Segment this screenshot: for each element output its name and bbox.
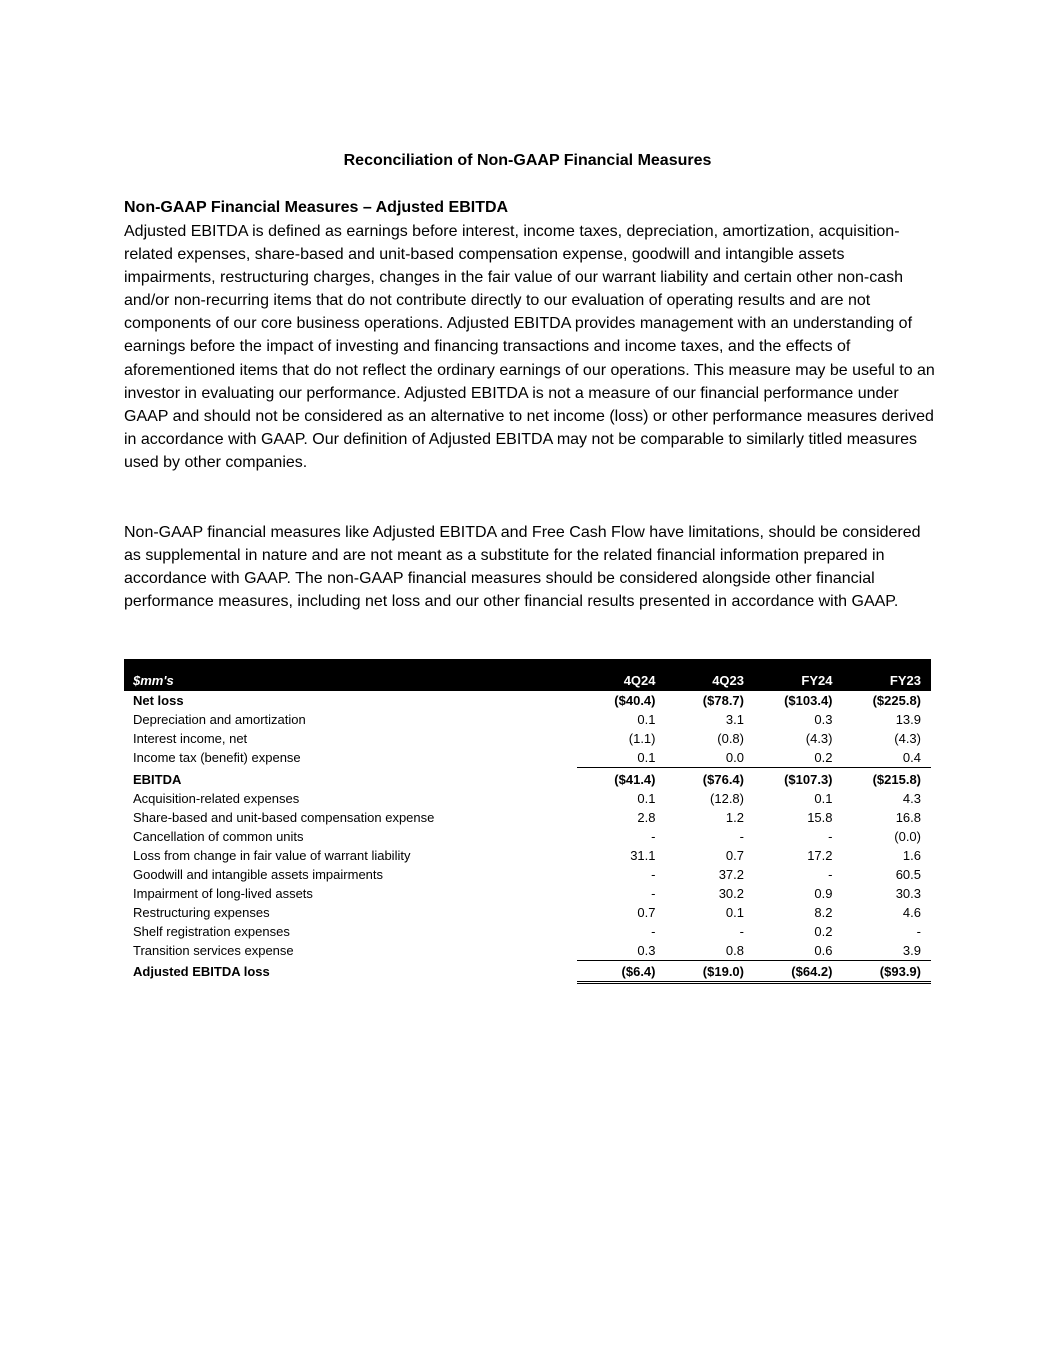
column-header-4q24: 4Q24 <box>577 659 666 691</box>
cell-4q23: - <box>739 829 744 844</box>
cell-fy24: 0.9 <box>814 886 833 901</box>
cell-4q23: 1.2 <box>725 810 744 825</box>
cell-4q23: 37.2 <box>718 867 744 882</box>
cell-4q24: 0.3 <box>637 943 656 958</box>
table-row-acquisition <box>124 789 931 808</box>
table-header-row <box>124 659 931 691</box>
cell-4q24: 31.1 <box>630 848 656 863</box>
cell-fy23: 60.5 <box>895 867 921 882</box>
cell-4q24: 0.1 <box>637 712 656 727</box>
table-row-interest-income <box>124 729 931 748</box>
cell-fy24: ($64.2) <box>754 961 843 983</box>
cell-fy24: 0.1 <box>814 791 833 806</box>
cell-4q24: 0.7 <box>637 905 656 920</box>
cell-fy23: ($225.8) <box>872 693 921 708</box>
cell-fy24: (4.3) <box>805 731 833 746</box>
reconciliation-table-container <box>124 659 931 984</box>
cell-fy23: 30.3 <box>895 886 921 901</box>
table-row-long-lived-impairment <box>124 884 931 903</box>
row-label: Impairment of long-lived assets <box>133 886 313 901</box>
cell-fy23: 4.6 <box>902 905 921 920</box>
cell-4q24: 0.1 <box>637 791 656 806</box>
table-row-adjusted-ebitda <box>124 961 931 983</box>
cell-fy23: ($93.9) <box>843 961 932 983</box>
page-title: Reconciliation of Non-GAAP Financial Measures <box>343 152 712 169</box>
definition-paragraph: Adjusted EBITDA is defined as earnings before interest, income taxes, depreciation, amortization, acquisition-related expenses, share-based and unit-based compensation expense, goodwill and intangible assets impairments, restructuring charges, changes in the fair value of our warrant liability and certain other non-cash and/or non-recurring items that do not contribute directly to our evaluation of operating results and are not components of our core business operations. Adjusted EBITDA provides management with an understanding of earnings before the impact of investing and financing transactions and income taxes, and the effects of aforementioned items that do not reflect the ordinary earnings of our operations. This measure may be useful to an investor in evaluating our performance. Adjusted EBITDA is not a measure of our financial performance under GAAP and should not be considered as an alternative to net income (loss) or other performance measures derived in accordance with GAAP. Our definition of Adjusted EBITDA may not be comparable to similarly titled measures used by other companies. <box>124 223 935 471</box>
cell-4q24: 2.8 <box>637 810 656 825</box>
cell-fy24: 0.6 <box>814 943 833 958</box>
cell-fy24: - <box>828 867 833 882</box>
table-row-shelf-registration <box>124 922 931 941</box>
reconciliation-table <box>124 659 931 984</box>
column-header-fy23: FY23 <box>843 659 932 691</box>
row-label: Interest income, net <box>133 731 248 746</box>
cell-fy23: (0.0) <box>894 829 921 844</box>
cell-fy24: 0.3 <box>814 712 833 727</box>
cell-fy24: 15.8 <box>807 810 833 825</box>
cell-4q24: - <box>651 886 656 901</box>
cell-fy24: - <box>828 829 833 844</box>
cell-4q24: ($6.4) <box>577 961 666 983</box>
table-row-transition-services <box>124 941 931 961</box>
cell-4q23: 0.0 <box>725 750 744 765</box>
cell-4q24: (1.1) <box>628 731 656 746</box>
cell-fy23: - <box>916 924 921 939</box>
cell-fy23: (4.3) <box>894 731 921 746</box>
cell-4q24: - <box>651 829 656 844</box>
cell-fy24: 0.2 <box>814 750 833 765</box>
cell-4q23: 30.2 <box>718 886 744 901</box>
cell-4q23: (0.8) <box>717 731 744 746</box>
row-label: Adjusted EBITDA loss <box>133 964 270 979</box>
cell-4q23: ($19.0) <box>666 961 755 983</box>
cell-fy23: 3.9 <box>902 943 921 958</box>
cell-fy24: 17.2 <box>807 848 833 863</box>
table-row-restructuring <box>124 903 931 922</box>
column-header-fy24: FY24 <box>754 659 843 691</box>
row-label: Goodwill and intangible assets impairments <box>133 867 384 882</box>
cell-4q23: 0.1 <box>725 905 744 920</box>
row-label: Income tax (benefit) expense <box>133 750 301 766</box>
cell-4q24: ($40.4) <box>614 693 656 708</box>
row-label: Net loss <box>133 693 184 708</box>
cell-fy23: 4.3 <box>902 791 921 806</box>
cell-fy23: ($215.8) <box>843 768 932 790</box>
cell-4q24: - <box>651 867 656 882</box>
cell-fy23: 1.6 <box>902 848 921 863</box>
cell-4q23: ($78.7) <box>702 693 744 708</box>
cell-4q24: 0.1 <box>637 750 656 765</box>
row-label: Cancellation of common units <box>133 829 304 844</box>
cell-4q23: (12.8) <box>710 791 744 806</box>
table-row-net-loss <box>124 691 931 710</box>
table-row-goodwill-impairment <box>124 865 931 884</box>
row-label: Shelf registration expenses <box>133 924 290 939</box>
table-row-share-based-comp <box>124 808 931 827</box>
cell-fy23: 13.9 <box>895 712 921 727</box>
row-label: Transition services expense <box>133 943 294 959</box>
row-label: Acquisition-related expenses <box>133 791 300 806</box>
cell-4q23: 3.1 <box>725 712 744 727</box>
limitations-paragraph: Non-GAAP financial measures like Adjusted EBITDA and Free Cash Flow have limitations, should be considered as supplemental in nature and are not meant as a substitute for the related financial information prepared in accordance with GAAP. The non-GAAP financial measures should be considered alongside other financial performance measures, including net loss and our other financial results presented in accordance with GAAP. <box>124 524 921 611</box>
table-row-cancellation-units <box>124 827 931 846</box>
table-row-ebitda <box>124 768 931 790</box>
cell-4q23: 0.7 <box>725 848 744 863</box>
unit-label-header: $mm's <box>124 659 577 691</box>
cell-fy24: 0.2 <box>814 924 833 939</box>
table-row-warrant-liability <box>124 846 931 865</box>
table-row-income-tax <box>124 748 931 768</box>
cell-4q24: ($41.4) <box>577 768 666 790</box>
cell-fy24: ($107.3) <box>754 768 843 790</box>
cell-fy23: 16.8 <box>895 810 921 825</box>
row-label: EBITDA <box>133 771 182 787</box>
cell-4q24: - <box>651 924 656 939</box>
row-label: Depreciation and amortization <box>133 712 306 727</box>
table-row-depreciation <box>124 710 931 729</box>
cell-4q23: - <box>739 924 744 939</box>
cell-fy24: ($103.4) <box>784 693 833 708</box>
cell-fy24: 8.2 <box>814 905 833 920</box>
row-label: Share-based and unit-based compensation expense <box>133 810 435 825</box>
cell-4q23: 0.8 <box>725 943 744 958</box>
row-label: Loss from change in fair value of warrant liability <box>133 848 411 863</box>
cell-fy23: 0.4 <box>902 750 921 765</box>
column-header-4q23: 4Q23 <box>666 659 755 691</box>
section-heading: Non-GAAP Financial Measures – Adjusted EBITDA <box>124 199 509 216</box>
row-label: Restructuring expenses <box>133 905 270 920</box>
cell-4q23: ($76.4) <box>666 768 755 790</box>
